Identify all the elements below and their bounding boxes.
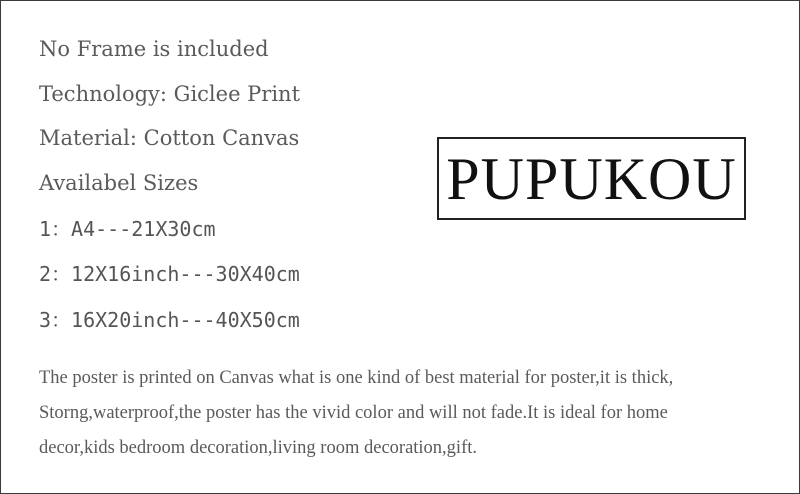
size-option-3: 3：16X20inch---40X50cm [39,308,300,332]
description-line-3: decor,kids bedroom decoration,living room decoration,gift. [39,438,478,458]
size-option-1: 1：A4---21X30cm [39,217,216,241]
size-option-2: 2：12X16inch---30X40cm [39,262,300,286]
description-line-1: The poster is printed on Canvas what is one kind of best material for poster,it is thick, [39,368,674,388]
sizes-heading: Availabel Sizes [39,171,199,195]
brand-name: PUPUKOU [446,145,737,212]
material-line: Material: Cotton Canvas [39,126,300,150]
product-description [39,361,779,466]
brand-logo-box [437,137,746,220]
technology-line: Technology: Giclee Print [39,82,301,106]
description-line-2: Storng,waterproof,the poster has the vivid color and will not fade.It is ideal for home [39,403,668,423]
frame-note: No Frame is included [39,37,269,61]
